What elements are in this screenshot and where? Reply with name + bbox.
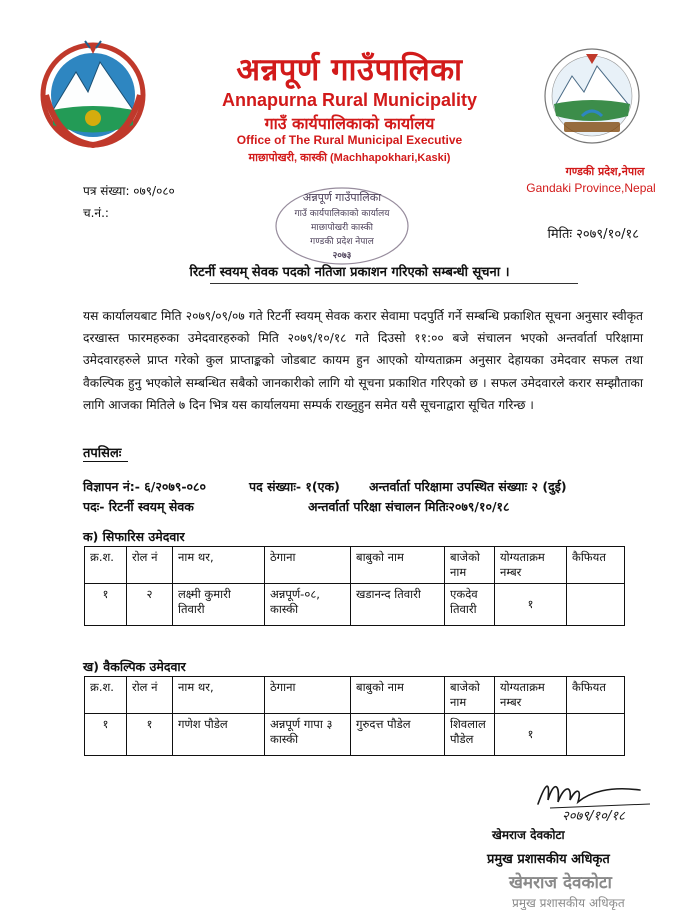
svg-text:२०७९/१०/१८: २०७९/१०/१८	[562, 809, 625, 824]
header-remarks: कैफियत	[567, 547, 625, 584]
signatory-stamp-title: प्रमुख प्रशासकीय अधिकृत	[512, 896, 625, 910]
notice-title: रिटर्नी स्वयम् सेवक पदको नतिजा प्रकाशन गरिएको सम्बन्धी सूचना ।	[189, 265, 510, 280]
municipality-name-en: Annapurna Rural Municipality	[221, 90, 478, 110]
svg-text:२०७३: २०७३	[332, 251, 352, 261]
cell-address: अन्नपूर्ण गापा ३ कास्की	[265, 714, 351, 756]
signatory-name: खेमराज देवकोटा	[492, 828, 565, 842]
header-father: बाबुको नाम	[351, 677, 445, 714]
letter-number: पत्र संख्या: ०७९/०८०	[83, 184, 175, 198]
table-row	[85, 584, 625, 626]
cell-roll: २	[127, 584, 173, 626]
table-header-row	[85, 547, 625, 584]
header-remarks: कैफियत	[567, 677, 625, 714]
office-name-en: Office of The Rural Municipal Executive	[236, 133, 463, 147]
cell-grandfather: एकदेव तिवारी	[445, 584, 495, 626]
office-name-np: गाउँ कार्यपालिकाको कार्यालय	[264, 114, 435, 133]
post-count: पद संख्याः- १(एक)	[249, 479, 340, 494]
svg-text:अन्नपूर्ण गाउँपालिका: अन्नपूर्ण गाउँपालिका	[302, 191, 382, 204]
header-sn: क्र.श.	[85, 677, 127, 714]
header-merit: योग्यताक्रम नम्बर	[495, 677, 567, 714]
details-underline	[83, 461, 128, 462]
svg-text:माछापोखरी कास्की: माछापोखरी कास्की	[310, 223, 374, 233]
alternate-table	[84, 676, 625, 756]
table-row	[85, 714, 625, 756]
cell-sn: १	[85, 714, 127, 756]
header-grandfather: बाजेको नाम	[445, 547, 495, 584]
province-en: Gandaki Province,Nepal	[526, 181, 656, 195]
office-stamp	[272, 185, 412, 267]
header-grandfather: बाजेको नाम	[445, 677, 495, 714]
cell-grandfather: शिवलाल पौडेल	[445, 714, 495, 756]
cell-merit: १	[495, 584, 567, 626]
cell-father: खडानन्द तिवारी	[351, 584, 445, 626]
post-name: पदः- रिटर्नी स्वयम् सेवक	[83, 499, 194, 514]
alternate-title: ख) वैकल्पिक उमेदवार	[83, 659, 186, 674]
header-sn: क्र.श.	[85, 547, 127, 584]
header-roll: रोल नं	[127, 547, 173, 584]
header-roll: रोल नं	[127, 677, 173, 714]
header-address: ठेगाना	[265, 547, 351, 584]
recommended-title: क) सिफारिस उमेदवार	[83, 529, 185, 544]
header-name: नाम थर,	[173, 547, 265, 584]
handwritten-signature	[520, 774, 670, 824]
svg-text:गण्डकी प्रदेश नेपाल: गण्डकी प्रदेश नेपाल	[310, 237, 374, 247]
header-father: बाबुको नाम	[351, 547, 445, 584]
recommended-table	[84, 546, 625, 626]
present-count: अन्तर्वार्ता परिक्षामा उपस्थित संख्याः २ (दुई)	[369, 479, 567, 494]
header-name: नाम थर,	[173, 677, 265, 714]
cell-father: गुरुदत्त पौडेल	[351, 714, 445, 756]
cell-roll: १	[127, 714, 173, 756]
title-underline	[210, 283, 578, 284]
letter-date: मितिः २०७९/१०/१८	[547, 227, 639, 242]
svg-text:गाउँ कार्यपालिकाको कार्यालय: गाउँ कार्यपालिकाको कार्यालय	[294, 209, 390, 219]
municipality-name-np: अन्नपूर्ण गाउँपालिका	[236, 52, 463, 88]
header-address: ठेगाना	[265, 677, 351, 714]
cell-name: गणेश पौडेल	[173, 714, 265, 756]
cell-sn: १	[85, 584, 127, 626]
advertisement-number: विज्ञापन नं:- ६/२०७९-०८०	[83, 479, 207, 494]
notice-body: यस कार्यालयबाट मिति २०७९/०९/०७ गते रिटर्नी स्वयम् सेवक करार सेवामा पदपुर्ति गर्ने सम्बन्धि प्रकाशित सूचना अनुसार स्वीकृत दरखास्त फारमहरुका उमेदवारहरुको मिति २०७९/१०/१८ गते दिउसो ११:०० बजे संचालन भएको अन्तर्वार्ता परिक्षामा उमेदवारहरुले प्राप्त गरेको कुल प्राप्ताङ्कको जोडबाट कायम हुन आएको योग्यताक्रम अनुसार देहायका उमेदवार सफल तथा वैकल्पिक हुनु भएकोले सम्बन्धित सबैको जानकारीको लागि यो सूचना प्रकाशित गरिएको छ । सफल उमेदवारले करार सम्झौताका लागि आजका मितिले ७ दिन भित्र यस कार्यालयमा सम्पर्क राख्नुहुन समेत यसै सूचनाद्वारा सूचित गरिन्छ ।	[83, 309, 643, 412]
cell-remarks	[567, 714, 625, 756]
office-address: माछापोखरी, कास्की (Machhapokhari,Kaski)	[248, 152, 451, 164]
cell-address: अन्नपूर्ण-०८, कास्की	[265, 584, 351, 626]
cell-merit: १	[495, 714, 567, 756]
cell-remarks	[567, 584, 625, 626]
exam-date: अन्तर्वार्ता परिक्षा संचालन मितिः२०७९/१०/१८	[308, 499, 510, 514]
details-label: तपसिलः	[83, 446, 122, 461]
cell-name: लक्ष्मी कुमारी तिवारी	[173, 584, 265, 626]
province-np: गण्डकी प्रदेश,नेपाल	[565, 165, 645, 178]
signatory-title: प्रमुख प्रशासकीय अधिकृत	[487, 852, 610, 867]
signatory-stamp-name: खेमराज देवकोटा	[509, 873, 612, 893]
dispatch-number: च.नं.:	[83, 206, 109, 220]
header-merit: योग्यताक्रम नम्बर	[495, 547, 567, 584]
table-header-row	[85, 677, 625, 714]
